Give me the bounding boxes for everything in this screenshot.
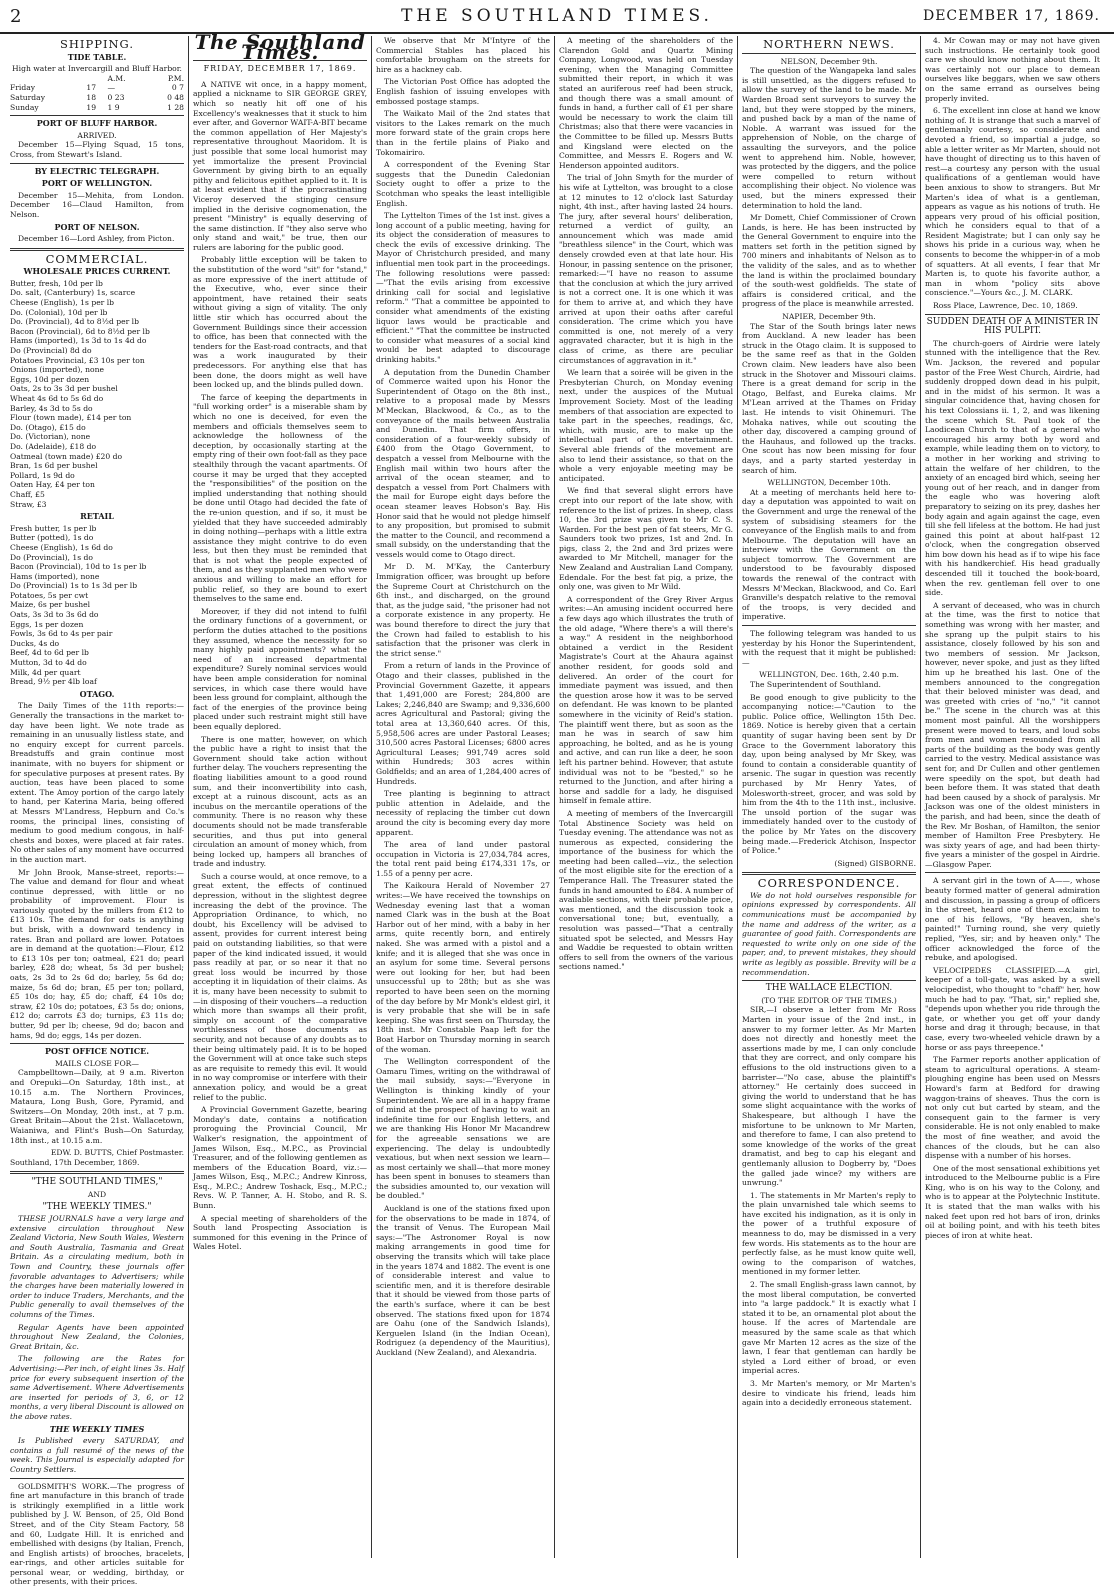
tide-pm: 0 7 xyxy=(171,83,184,93)
letter-paragraph: 2. The small English-grass lawn cannot, by the most liberal computation, be converted into "a large paddock." It is exactly what I stated it to be, an ornamental plot about the house. If the acres of Martendale are measured by the same scale as that which gave Mr Marten 12 acres as the size of the lawn, I fear that gentleman can hardly be styled a Lord either of broad, or even imperial acres. xyxy=(742,1280,916,1376)
news-paragraph: The Wellington correspondent of the Oamaru Times, writing on the withdrawal of the mail subsidy, says:—"Everyone in Wellington is thinking kindly of your Superintendent. We are all in a happy frame of mind at the prospect of having to wait an indefinite time for our English letters, and we are thanking His Honor Mr Macandrew for the agreeable sensations we are experiencing. The delay is undoubtedly vexatious, but when next session we learn—as most certainly we shall—that more money has been spent in bonuses to steamers than the subsidies amounted to, our vexation will be doubled." xyxy=(376,1057,550,1201)
news-paragraph: The area of land under pastoral occupation in Victoria is 27,034,784 acres, the total rent paid being £174,331 17s, or 1.55 of a penny per acre. xyxy=(376,840,550,878)
news-paragraph: The Victorian Post Office has adopted the English fashion of issuing envelopes with embossed postage stamps. xyxy=(376,77,550,106)
letter-paragraph: SIR,—I observe a letter from Mr Ross Marten in your issue of the 2nd inst., in answer to my former letter. As Mr Marten does not directly and honestly meet the assertions made by me, I can only conclude that they are correct, and only compare his effusions to the old instructions given to a barrister—"No case, abuse the plaintiff's attorney." He certainly does succeed in giving the world to understand that he has some slight acquaintance with the works of Shakespeare, but although I have the misfortune to be unknown to Mr Marten, and therefore to fame, I can also pretend to some knowledge of the works of the great dramatist, and beg to cap his elegant and gentlemanly allusion to Dogberry by, "Does the galled jade wince? my withers are unwrung." xyxy=(742,1005,916,1188)
telegram-intro: The following telegram was handed to us yesterday by his Honor the Superintendent, with the request that it might be published:— xyxy=(742,629,916,667)
tide-day: Sunday xyxy=(10,102,39,112)
price-line: Ducks, 4s do xyxy=(10,638,60,648)
correspondence-heading: CORRESPONDENCE. xyxy=(757,876,901,891)
nelson-text: December 16—Lord Ashley, from Picton. xyxy=(18,234,175,244)
weekly-text: Is Published every SATURDAY, and contains a full resumé of the news of the week. This Journal is especially adapted for Country Settlers. xyxy=(10,1436,184,1474)
divider xyxy=(10,115,184,116)
divider xyxy=(742,872,916,875)
news-paragraph: A meeting of the shareholders of the Clarendon Gold and Quartz Mining Company, Longwood, was held on Tuesday evening, when the Managing Committee submitted their report, in which it was stated an auriferous reef had been struck, and though there was a small amount of funds in hand, a further call of £1 per share would be necessary to work the claim till Christmas; also that there were vacancies in the Committee to be filled up. Messrs Butts and Kingsland were elected on the Committee, and Messrs E. Rogers and W. Henderson appointed auditors. xyxy=(559,36,733,170)
tide-note: High water at Invercargill and Bluff Harbor. xyxy=(12,64,182,74)
tide-day: Saturday xyxy=(10,92,45,102)
shipping-heading: SHIPPING. xyxy=(60,37,134,51)
telegram-text: Be good enough to give publicity to the accompanying notice:—"Caution to the public. Police office, Wellington 15th Dec. 1869. Notice is hereby given that a certain quantity of sugar having been sent by Dr Grace to the Government laboratory this day, upon being analysed by Mr Skey, was found to contain a considerable quantity of arsenic. The sugar in question was recently purchased by Mr Henry Yates, of Molesworth-street, grocer, and was sold by him from the 4th to the 11th inst., inclusive. The unsold portion of the sugar was immediately handed over to the custody of the police by Mr Yates on the discovery being made.—Frederick Atchison, Inspector of Police." xyxy=(742,692,916,856)
price-line: Butter (potted), 1s do xyxy=(10,533,94,543)
price-line: Cheese (English), 1s per lb xyxy=(10,298,115,308)
editorial-paragraph: There is one matter, however, on which the public have a right to insist that the Government should take action without further delay. The vouchers representing the floating liabilities amount to a good round sum, and their inconvertibility into cash, except at a ruinous discount, acts as an incubus on the mercantile operations of the community. There is no reason why these documents should not be made transferable securities, and thus put into general circulation an amount of money which, from being locked up, hampers all branches of trade and industry. xyxy=(193,734,367,869)
divider xyxy=(10,1478,184,1479)
wholesale-list xyxy=(10,279,184,509)
telegram-recipient: The Superintendent of Southland. xyxy=(750,680,881,689)
page-number: 2 xyxy=(10,6,22,27)
price-line: Onions (imported), none xyxy=(10,365,105,375)
ad-text: THESE JOURNALS have a very large and extensive circulation throughout New Zealand Victoria, New South Wales, Western and South Australia, Tasmania and Great Britain. As a circulating medium, both in Town and Country, these journals offer favorable advantages to Advertisers; while the charges have been materially lowered in order to induce Traders, Merchants, and the Public generally to avail themselves of the columns of the Times. xyxy=(10,1214,184,1320)
news-paragraph: A deputation from the Dunedin Chamber of Commerce waited upon his Honor the Superintendent of Otago on the 8th inst., relative to a proposal made by Messrs M'Meckan, Blackwood, & Co., as to the conveyance of the mails between Australia and Dunedin. That firm offers, in consideration of a four-weekly subsidy of £400 from the Otago Government, to despatch a vessel from Melbourne with the English mail within two hours after the arrival of the ocean steamer, and to despatch a vessel from Port Chalmers with the mail for Europe eight days before the ocean steamer leaves Hobson's Bay. His Honor said that he would not pledge himself to any proposition, but promised to submit the matter to the Council, and recommend a small subsidy, on the understanding that the vessels would come to Otago direct. xyxy=(376,367,550,559)
price-line: Mutton, 3d to 4d do xyxy=(10,658,87,668)
divider xyxy=(10,1043,184,1044)
tide-table xyxy=(10,74,184,112)
price-line: Fresh butter, 1s per lb xyxy=(10,523,97,533)
editorial-paragraph: The farce of keeping the departments in "full working order" is a miserable sham by which no one is deceived, for even the members and officials themselves seem to acknowledge the hollowness of the deception, by occasionally starting at the empty ring of their own foot-fall as they pace stealthily through the vacant apartments. Of course it may be urged that they accepted the "responsibilities" of the position on the implied understanding that nothing should be done until Otago had decided the fate of the re-union question, and if so, it must be yielded that they have succeeded admirably in doing nothing—perhaps with a little extra assistance they might contrive to do even less, but then they must be reminded that that is not what the people expected of them, and as they supplanted men who were anxious and willing to make an effort for public relief, so they are bound to exert themselves to the same end. xyxy=(193,392,367,604)
tide-row xyxy=(10,93,184,103)
price-line: Oaten Hay, £4 per ton xyxy=(10,480,95,490)
news-paragraph: A special meeting of shareholders of the South land Prospecting Association is summoned for this evening in the Prince of Wales Hotel. xyxy=(193,1213,367,1252)
tide-pm: 0 48 xyxy=(167,92,184,102)
tide-am: 1 9 xyxy=(107,102,120,112)
price-line: Potatoes Provincial, £3 10s per ton xyxy=(10,355,145,365)
news-paragraph: The Kaikoura Herald of November 27 writes:—We have received the townships on Wednesday evening last that a woman named Clark was in the bush at the Boat Harbor out of her mind, with a baby in her arms, quite recently born, and entirely naked. She was armed with a pistol and a knife; and it is alleged that she was once in an asylum for some time. Several persons were out looking for her, but had been unsuccessful up to 28th; but as she was reported to have been seen on the morning of the day before by Mr Monk's eldest girl, it is very probable that she will be in safe keeping. She was first seen on Thursday, the 18th inst. Mr Constable Paap left for the Boat Harbor on Thursday morning in search of the woman. xyxy=(376,881,550,1054)
divider xyxy=(742,625,916,626)
wellington-heading: PORT OF WELLINGTON. xyxy=(41,178,153,189)
news-paragraph: At a meeting of merchants held here to-day a deputation was appointed to wait on the Government and urge the renewal of the system of subsidising steamers for the conveyance of the English mails to and from Melbourne. The deputation will have an interview with the Government on the subject tomorrow. The Government are understood to be favourably disposed towards the renewal of the contract with Messrs M'Meckan, Blackwood, and Co. Earl Granville's despatch relative to the removal of the troops, is very decided and imperative. xyxy=(742,487,916,622)
price-line: Do (Provincial) 1s to 1s 3d per lb xyxy=(10,581,138,591)
price-line: Flour (town made), £14 per ton xyxy=(10,413,132,423)
news-paragraph: The Star of the South brings later news from Auckland. A new leader has been struck in the Otago claim. It is supposed to be the same reef as that in the Golden Crown claim. New leaders have also been struck in the Shotover and Missouri claims. There is a great demand for scrip in the Otago, Belfast, and Eureka claims. Mr M'Lean arrived at the Thames on Friday last. He intends to visit Ohinemuri. The Mohaka natives, while out scouting the other day, discovered a camping ground of the Hauhaus, and followed up the tracks. One scout has now been missing for four days, and a party started yesterday in search of him. xyxy=(742,321,916,475)
wholesale-heading: WHOLESALE PRICES CURRENT. xyxy=(23,266,171,277)
columns xyxy=(6,30,1108,1587)
divider xyxy=(10,248,184,251)
commercial-heading: COMMERCIAL. xyxy=(45,251,149,266)
retail-heading: RETAIL xyxy=(80,511,114,522)
divider xyxy=(742,53,916,54)
price-line: Fowls, 3s 6d to 4s per pair xyxy=(10,629,113,639)
tide-heading: TIDE TABLE. xyxy=(67,51,127,62)
correspondence-note: We do not hold ourselves responsible for opinions expressed by correspondents. All communications must be accompanied by the name and address of the writer, as a guarantee of good faith. Correspondents are requested to write only on one side of the paper, and, to prevent mistakes, they should write as legibly as possible. Brevity will be a recommendation. xyxy=(742,890,916,977)
news-paragraph: One of the most sensational exhibitions yet introduced to the Melbourne public is a Fire King, who is on his way to the Colony, and who is to appear at the Polytechnic Institute. It is stated that the man walks with his naked feet upon red hot bars of iron, drinks oil at boiling point, and with his teeth bites pieces of iron at white heat. xyxy=(925,1163,1100,1240)
price-line: Bread, 9½ per 4lb loaf xyxy=(10,677,97,687)
wellington-text: December 15—Mehita, from London. December 16—Claud Hamilton, from Nelson. xyxy=(10,190,184,219)
weekly-heading: THE WEEKLY TIMES xyxy=(49,1423,145,1434)
northern-news-heading: NORTHERN NEWS. xyxy=(763,37,895,51)
post-signature: EDW. D. BUTTS, Chief Postmaster. xyxy=(50,1148,184,1158)
bluff-arrived: ARRIVED. xyxy=(77,130,117,140)
price-line: Pollard, 1s 9d do xyxy=(10,470,75,480)
wallace-sub: (TO THE EDITOR OF THE TIMES.) xyxy=(761,995,897,1005)
price-line: Potatoes, 5s per cwt xyxy=(10,590,89,600)
news-paragraph: The trial of John Smyth for the murder of his wife at Lyttelton, was brought to a close at 12 minutes to 12 o'clock last Saturday night, 4th inst., after having lasted 24 hours. The jury, after several hours' deliberation, returned a verdict of guilty, an announcement which was made amid "breathless silence" in the Court, which was densely crowded even at that late hour. His Honour, in passing sentence on the prisoner, remarked:—"I have no reason to assume that the conclusion at which the jury arrived is not a correct one. It is one which it was for them to arrive at, and which they have arrived at upon their oaths after careful consideration. The crime which you have committed is one, not merely of a very aggravated character, but it is high in the class of crime, as there are peculiar circumstances of aggravation in it." xyxy=(559,173,733,365)
news-paragraph: A correspondent of the Grey River Argus writes:—An amusing incident occurred here a few days ago which illustrates the truth of the old adage, "Where there's a will there's a way." A resident in the neighborhood obtained a verdict in the Resident Magistrate's Court at the Ahaura against another resident, for goods sold and delivered. An order of the court for immediate payment was issued, and then the question arose how it was to be served on defendant. He was known to be planted somewhere in the vicinity of Reid's station. The plaintiff went there, but as soon as the man he was in search of saw him approaching, he bolted, and as he is young and active, and can run like a deer, he soon left his partner behind. However, that astute individual was not to be "bested," so he returned to the Junction, and after hiring a horse and saddle for a lady, he disguised himself in female attire. xyxy=(559,594,733,806)
bluff-text: December 15—Flying Squad, 15 tons, Cross, from Stewart's Island. xyxy=(10,140,184,159)
tide-header-row: A.M. P.M. xyxy=(107,73,184,83)
tide-date: 17 xyxy=(86,83,97,93)
tide-am: 0 23 xyxy=(107,92,125,102)
post-sub: MAILS CLOSE FOR— xyxy=(55,1058,139,1068)
ad-title-1: "THE SOUTHLAND TIMES," xyxy=(31,1177,163,1188)
napier-dateline: NAPIER, December 9th. xyxy=(782,312,876,322)
news-paragraph: The Waikato Mail of the 2nd states that visitors to the Lakes remark on the much more forward state of the grain crops here than in the fertile plains of Piako and Tokomairiro. xyxy=(376,109,550,157)
price-line: Cheese (English), 1s 6d do xyxy=(10,542,113,552)
price-line: Do. (Provincial), 4d to 8½d per lb xyxy=(10,317,139,327)
tide-row xyxy=(10,103,184,113)
news-paragraph: VELOCIPEDES CLASSIFIED.—A girl, keeper of a toll-gate, was asked by a swell velocipedist, who thought to "chaff" her, how much he had to pay. "That, sir," replied she, "depends upon whether you ride through the gate, or whether you get off your dandy horse and drag it through; because, in that case, every two-wheeled vehicle drawn by a horse or ass pays threepence." xyxy=(925,965,1100,1052)
telegram-dateline: WELLINGTON, Dec. 16th, 2.40 p.m. xyxy=(759,670,899,680)
letter-paragraph: 1. The statements in Mr Marten's reply to the plain unvarnished tale which seems to have excited his indignation, as it is only in the power of a truthful exposure of meanness to do, may be dismissed in a very few words. His statements as to the hour are perfectly false, as he must know quite well, owing to the comparison of watches, mentioned in my former letter. xyxy=(742,1190,916,1277)
tide-am: — xyxy=(107,83,116,93)
news-paragraph: The church-goers of Airdrie were lately stunned with the intelligence that the Rev. Wm. Jackson, the revered and popular pastor of the Free West Church, Airdrie, had suddenly dropped down dead in his pulpit, and in the midst of his sermon. It was a singular coincidence that, having chosen for his text Colossians ii. 1, 2, and was likening the scene which St. Paul took of the Laodicean Church to that of a general who encouraged his army both by word and example, while leading them on to victory, to a mother in her working and striving to attain the welfare of her children, to the anxiety of an encaged bird which, seeing her young out of her reach, and in danger from the eagle who was hovering aloft preparatory to seizing on its prey, dashes her body again and again against the cage, even till she fell lifeless at the bottom. He had just gained this point at about half-past 12 o'clock, when the congregation observed him bow down his head as if to wipe his face with his handkerchief. His head gradually descended till it touched the book-board, when the rev. gentleman fell over to one side. xyxy=(925,338,1100,598)
telegraph-heading: BY ELECTRIC TELEGRAPH. xyxy=(34,165,160,176)
column-6 xyxy=(921,36,1104,1558)
price-line: Hams (imported), none xyxy=(10,571,100,581)
news-paragraph: Tree planting is beginning to attract public attention in Adelaide, and the necessity of replacing the timber cut down around the city is becoming every day more apparent. xyxy=(376,789,550,837)
ad-text-2: Regular Agents have been appointed throughout New Zealand, the Colonies, Great Britain, &c. xyxy=(10,1322,184,1351)
editorial-paragraph: A NATIVE wit once, in a happy moment, applied a nickname to SIR GEORGE GREY, which so neatly hit off one of his Excellency's weaknesses that it stuck to him ever after, and Governor WAIT-A-BIT became the common appellation of Her Majesty's representative throughout Maoridom. It is just possible that some local humorist may yet immortalize the present Provincial Government by giving birth to an equally pithy and felicitous epithet applied to it. It is at least evident that if the procrastinating Viceroy deserved the stinging censure implied in the derisive cognomenation, the present "Ministry" is equally deserving of the same distinction. If "they also serve who only stand and wait," be true, then our rulers are laboring for the public good. xyxy=(193,79,367,252)
divider xyxy=(10,163,184,164)
tide-row xyxy=(10,83,184,93)
news-paragraph: Auckland is one of the stations fixed upon for the observations to be made in 1874, of the transit of Venus. The European Mail says:—"The Astronomer Royal is now making arrangements in good time for observing the transits which will take place in the years 1874 and 1882. The event is one of considerable interest and value to scientific men, and it is therefore desirable that it should be viewed from those parts of the earth's surface, where it can be best observed. The stations fixed upon for 1874 are Oahu (one of the Sandwich Islands), Kerguelen Island (in the Indian Ocean), Rodriguez (a dependency of the Mauritius), Auckland (New Zealand), and Alexandria. xyxy=(376,1204,550,1357)
divider xyxy=(10,1171,184,1174)
column-2 xyxy=(189,30,372,1558)
news-paragraph: A servant girl in the town of A——, whose beauty formed matter of general admiration and discussion, in passing a group of officers in the street, heard one of them exclaim to one of his fellows, "By heaven, she's painted!" Turning round, she very quietly replied, "Yes, sir; and by heaven only." The officer acknowledged the force of the rebuke, and apologised. xyxy=(925,876,1100,963)
price-line: Maize, 6s per bushel xyxy=(10,600,91,610)
bluff-heading: PORT OF BLUFF HARBOR. xyxy=(36,118,158,129)
tide-day: Friday xyxy=(10,83,36,93)
news-paragraph: From a return of lands in the Province of Otago and their classes, published in the Provincial Government Gazette, it appears that 1,491,000 are Forest; 284,800 are Lakes; 2,246,840 are Swamp; and 9,336,600 acres Agricultural and Pastoral; giving the total area at 13,360,640 acres. Of this, 5,958,506 acres are under Pastoral Leases; 310,500 acres Pastoral Licenses; 6800 acres Agricultural Leases; 991,749 acres sold within Hundreds; 303 acres within Goldfields; and an area of 1,284,400 acres of Hundreds. xyxy=(376,661,550,786)
sudden-death-heading: SUDDEN DEATH OF A MINISTER IN HIS PULPIT. xyxy=(926,316,1099,337)
tide-date: 18 xyxy=(86,92,97,102)
ad-title-2: "THE WEEKLY TIMES." xyxy=(42,1201,152,1212)
otago-text-2: Mr John Brook, Manse-street, reports:—The value and demand for flour and wheat continue depressed, with little or no probability of improvement. Flour is variously quoted by the millers from £12 to £13 10s. The demand for oats is anything but brisk, with a downward tendency in rates. Bran and pollard are lower. Potatoes are in demand at the quotation:—Flour, £12 to £13 10s per ton; oatmeal, £21 do; pearl barley, £28 do; wheat, 5s 3d per bushel; oats, 2s 3d to 2s 6d do; barley, 5s 6d do; maize, 5s 6d do; bran, £5 per ton; pollard, £5 10s do; hay, £5 do; chaff, £4 10s do; straw, £2 10s do; potatoes, £3 5s do; onions, £12 do; carrots £3 do; turnips, £3 11s do; butter, 9d per lb; cheese, 9d do; bacon and hams, 9d do; eggs, 14s per dozen. xyxy=(10,867,184,1040)
price-line: Bacon (Provincial), 10d to 1s per lb xyxy=(10,562,147,572)
nelson-heading: PORT OF NELSON. xyxy=(54,221,140,232)
price-line: Oats, 2s to 3s 3d per bushel xyxy=(10,384,118,394)
price-line: Straw, £3 xyxy=(10,499,47,509)
tide-pm: 1 28 xyxy=(167,102,184,112)
price-line: Milk, 4d per quart xyxy=(10,667,81,677)
telegram-signature: (Signed) GISBORNE. xyxy=(834,858,916,868)
price-line: Do (Provincial), 1s do xyxy=(10,552,93,562)
editorial-paragraph: Moreover, if they did not intend to fulfil the ordinary functions of a government, or perform the duties attached to the positions they assumed, whence the necessity for so many highly paid appointments? what the need of an increased departmental expenditure? Surely nominal services would have been ample consideration for nominal services, in which case there would have been less ground for complaint, although the fact of the energies of the province being placed under such restraint might still have been equally deplored. xyxy=(193,606,367,731)
price-line: Do. (Victorian), none xyxy=(10,432,91,442)
price-line: Eggs, 10d per dozen xyxy=(10,374,90,384)
price-line: Do. (Colonial), 10d per lb xyxy=(10,307,108,317)
issue-date: DECEMBER 17, 1869. xyxy=(922,8,1100,24)
ad-text-3: The following are the Rates for Advertising:—Per inch, of eight lines 3s. Half price for every subsequent insertion of the same Advertisement. Where Advertisements are inserted for periods of 3, 6, or 12 months, a very liberal Discount is allowed on the above rates. xyxy=(10,1354,184,1421)
divider xyxy=(742,980,916,981)
price-line: Do. (Adelaide), £18 do xyxy=(10,441,97,451)
news-paragraph: The Lyttelton Times of the 1st inst. gives a long account of a public meeting, having for its object the consideration of measures to check the evils of excessive drinking. The Mayor of Christchurch presided, and many influential men took part in the proceedings. The following resolutions were passed:—"That the evils arising from excessive drinking call for social and legislative reform." "That a committee be appointed to consider what amendments of the existing liquor laws would be practicable and efficient." "That the committee be instructed to consider what measures of a social kind would be best adapted to discourage drinking habits." xyxy=(376,211,550,364)
price-line: Chaff, £5 xyxy=(10,489,45,499)
paper-nameplate: The Southland Times. xyxy=(194,30,366,64)
price-line: Beef, 4d to 6d per lb xyxy=(10,648,89,658)
price-line: Do. salt, (Canterbury) 1s, scarce xyxy=(10,288,136,298)
ad-and: AND xyxy=(87,1189,107,1199)
paper-title: THE SOUTHLAND TIMES. xyxy=(401,6,713,26)
wellington-dateline: WELLINGTON, December 10th. xyxy=(767,478,891,488)
price-line: Oatmeal (town made) £20 do xyxy=(10,451,123,461)
price-line: Barley, 4s 3d to 5s do xyxy=(10,403,93,413)
tide-date: 19 xyxy=(86,102,97,112)
otago-text: The Daily Times of the 11th reports:—Generally the transactions in the market to-day have been light. We note trade as remaining in an unusually listless state, and no enquiry except for current parcels. Breadstuffs and grain continue most inanimate, with no buyers for shipment or for speculative purposes at present rates. By auction, teas have been placed to some extent. The Amoy portion of the cargo lately to hand, per Katerina Maria, being offered at Messrs M'Landress, Hepburn and Co.'s rooms, the principal lines, consisting of medium to good medium congous, in half-chests and boxes, were placed at fair rates. No other sales of any moment have occurred in the auction mart. xyxy=(10,701,184,864)
nelson-dateline: NELSON, December 9th. xyxy=(780,56,878,66)
news-paragraph: A servant of deceased, who was in church at the time, was the first to notice that something was wrong with her master, and she sprang up the pulpit stairs to his assistance, closely followed by his son and two members of session. Mr Jackson, however, never spoke, and just as they lifted him up he breathed his last. One of the members announced to the congregation that their beloved minister was dead, and was greeted with cries of "no," "it cannot be." The scene in the church was at this moment most painful. All the worshippers present were moved to tears, and loud sobs from men and women resounded from all parts of the building as the body was gently carried to the vestry. Medical assistance was sent for, and Dr Cullen and other gentlemen were speedily on the spot, but death had been before them. It was stated that death had been caused by a shock of paralysis. Mr Jackson was one of the oldest ministers in the parish, and had been, since the death of the Rev. Mr Boshan, of Hamilton, the senior member of Hamilton Free Presbytery. He was sixty years of age, and had been thirty-five years a minister of the gospel in Airdrie.—Glasgow Paper. xyxy=(925,600,1100,869)
goldsmith-text: GOLDSMITH'S WORK.—The progress of fine art manufacture in this branch of trade is strikingly exemplified in a little work published by J. W. Benson, of 25, Old Bond Street, and of the City Steam Factory, 58 and 60, Ludgate Hill. It is enriched and embellished with designs (by Italian, French, and English artists) of brooches, bracelets, ear-rings, and other articles suitable for personal wear, or wedding, birthday, or other presents, with their prices. xyxy=(10,1481,184,1587)
divider xyxy=(925,314,1100,315)
editorial-paragraph: Probably little exception will be taken to the substitution of the word "sit" for "stand," as more expressive of the inert attitude of the Executive, who, ever since their appointment, have retained their seats without giving a sign of vitality. The only little stir which has occurred about the Government Buildings since their accession to office, has been that connected with the tenders for the East-road contracts, and that was a work inaugurated by their predecessors. For anything else that has been done, the doors might as well have been locked up, and the blinds pulled down. xyxy=(193,255,367,390)
post-date: Southland, 17th December, 1869. xyxy=(10,1157,140,1167)
editorial-dateline: FRIDAY, DECEMBER 17, 1869. xyxy=(203,64,357,74)
price-line: Bran, 1s 6d per bushel xyxy=(10,461,98,471)
letter-address: Ross Place, Lawrence, Dec. 10, 1869. xyxy=(933,301,1078,311)
retail-list xyxy=(10,524,184,687)
price-line: Eggs, 1s per dozen xyxy=(10,619,84,629)
post-text: Campbelltown—Daily, at 9 a.m. Riverton and Orepuki—On Saturday, 18th inst., at 10.15 a.m. The Northern Provinces, Mataura, Long Bush, Gore, Pyramid, and Switzers—On Monday, 20th inst., at 7 p.m. Great Britain—About the 21st. Wallacetown, Waianiwa, and Flint's Bush—On Saturday, 18th inst., at 10.15 a.m. xyxy=(10,1068,184,1145)
post-heading: POST OFFICE NOTICE. xyxy=(44,1046,150,1057)
wallace-heading: THE WALLACE ELECTION. xyxy=(765,983,893,994)
price-line: Butter, fresh, 10d per lb xyxy=(10,278,103,288)
column-4 xyxy=(555,36,738,1558)
letter-paragraph: 6. The excellent inn close at hand we know nothing of. It is strange that such a marvel of gentlemanly courtesy, so considerate and devoted a friend, so impartial a judge, so able a letter writer as Mr Marten, should not have thought of directing us to this haven of rest—a courtesy any person with the usual qualifications of a gentleman would have been anxious to show to strangers. But Mr Marten's idea of what is a gentleman, appears as vague as his notions of truth. He appears very proud of his official position, which he considers equal to that of a Resident Magistrate; but I can only say he shows his pride in a curious way, when he consents to become the whipper-in of a mob of squatters. At all events, I fear that Mr Marten is, to quote his favorite author, a man in whom "policy sits above conscience."—Yours &c., J. M. CLARK. xyxy=(925,106,1100,298)
masthead xyxy=(0,0,1114,34)
news-paragraph: A correspondent of the Evening Star suggests that the Dunedin Caledonian Society ought to offer a prize to the Scotchman who speaks the least intelligible English. xyxy=(376,160,550,208)
otago-heading: OTAGO. xyxy=(79,688,115,699)
news-paragraph: A meeting of members of the Invercargill Total Abstinence Society was held on Tuesday evening. The attendance was not as numerous as expected, considering the importance of the business for which the meeting had been called—viz., the selection of the most eligible site for the erection of a Temperance Hall. The Treasurer stated the funds in hand amounted to £84. A number of available sections, with their probable price, was mentioned, and the discussion took a conversational tone; but, eventually, a resolution was passed—"That a centrally situated spot be selected, and Messrs Hay and Waddie be requested to obtain written offers to sell from the owners of the various sections named." xyxy=(559,808,733,972)
news-paragraph: A Provincial Government Gazette, bearing Monday's date, contains a notification proroguing the Provincial Council, Mr Walker's resignation, the appointment of James Wilson, Esq., M.P.C., as Provincial Treasurer, and of the following gentlemen as members of the Education Board, viz.:—James Wilson, Esq., M.P.C.; Andrew Kinross, Esq., M.P.C.; Andrew Toshack, Esq., M.P.C.; Revs. W. P. Tanner, A. H. Stobo, and R. S. Bunn. xyxy=(193,1105,367,1211)
news-paragraph: Mr Domett, Chief Commissioner of Crown Lands, is here. He has been instructed by the General Government to enquire into the matters set forth in the petition signed by 700 miners and inhabitants of Nelson as to the validity of the sales, and as to whether the land is within the proclaimed boundary of the south-west goldfields. The state of affairs is considered critical, and the progress of the place is meanwhile arrested. xyxy=(742,213,916,309)
price-line: Do (Provincial) 8d do xyxy=(10,346,92,356)
price-line: Wheat 4s 6d to 5s 6d do xyxy=(10,394,104,403)
letter-paragraph: 4. Mr Cowan may or may not have given such instructions. He certainly took good care we should know nothing about them. It was certainly not our place to demean ourselves like beggars, when we saw others on the same errand as ourselves being properly invited. xyxy=(925,36,1100,103)
column-3 xyxy=(372,36,555,1558)
news-paragraph: We observe that Mr M'Intyre of the Commercial Stables has placed his comfortable brougham on the streets for hire as a hackney cab. xyxy=(376,36,550,74)
editorial-paragraph: Such a course would, at once remove, to a great extent, the effects of continued depression, without in the slightest degree increasing the debt of the province. The Appropriation Ordinance, to which, no doubt, his Excellency will be advised to assent, provides for current interest being paid on outstanding liabilities, so that were paper of the kind indicated issued, it would pass readily at par, or so near it that no great loss would be incurred by those accepting it in liquidation of their claims. As it is, many have been necessity to submit to—in disposing of their vouchers—a reduction which more than swamps all their profit, simply on account of the comparative worthlessness of those documents as security, and not because of any doubts as to their being ultimately paid. It is to be hoped the Government will at once take such steps as are requisite to remedy this evil. It would in no way compromise or interfere with their annexation policy, and would be a great relief to the public. xyxy=(193,871,367,1102)
news-paragraph: The Farmer reports another application of steam to agricultural operations. A steam-ploughing engine has been used on Messrs Howard's farm at Bedford for drawing waggon-trains of sheaves. Thus the corn is not only cut but carted by steam, and the consequent gain to the farmer is very considerable. He is not only enabled to make the most of fine weather, and avoid the chances of the clouds, but he can also dispense with a number of his horses. xyxy=(925,1055,1100,1161)
column-5 xyxy=(738,36,921,1558)
price-line: Do. (Otago), £15 do xyxy=(10,422,86,432)
price-line: Oats, 3s 3d to 3s 6d do xyxy=(10,610,99,620)
news-paragraph: Mr D. M. M'Kay, the Canterbury Immigration officer, was brought up before the Supreme Court at Christchurch on the 6th inst., and discharged, on the ground that, as the judge said, "the prisoner had not a corporate existence in any property. He was bound therefore to direct the jury that the Crown had failed to establish to his satisfaction that the prisoner was clerk in the strict sense." xyxy=(376,562,550,658)
news-paragraph: We find that several slight errors have crept into our report of the late show, with reference to the list of prizes. In sheep, class 10, the 3rd prize was given to Mr C. S. Warden. For the best pen of fat steers, Mr G. Saunders took two prizes, 1st and 2nd. In pigs, class 2, the 2nd and 3rd prizes were awarded to Mr Mitchell, manager for the New Zealand and Australian Land Company, Edendale. For the best fat pig, a prize, the only one, was given to Mr Wild. xyxy=(559,486,733,592)
divider xyxy=(925,872,1100,873)
column-1 xyxy=(6,36,189,1587)
price-line: Hams (imported), 1s 3d to 1s 4d do xyxy=(10,336,147,346)
news-paragraph: We learn that a soirée will be given in the Presbyterian Church, on Monday evening next, under the auspices of the Mutual Improvement Society. Most of the leading members of that association are expected to take part in the speeches, readings, &c, which, with music, are to make up the intellectual part of the entertainment. Several able friends of the movement are also to lend their assistance, so that on the whole a very enjoyable meeting may be anticipated. xyxy=(559,368,733,483)
news-paragraph: The question of the Wangapeka land sales is still unsettled, as the diggers refused to allow the survey of the land to be made. Mr Warden Broad sent surveyors to survey the land, but they were stopped by the miners, and pushed back by a man of the name of Noble. A warrant was issued for the apprehension of Noble, on the charge of assaulting the surveyors, and the police went to apprehend him. Noble, however, was protected by the diggers, and the police were compelled to return without accomplishing their object. No violence was used, but the miners expressed their determination to hold the land. xyxy=(742,66,916,210)
price-line: Bacon (Provincial), 6d to 8½d per lb xyxy=(10,326,150,336)
letter-paragraph: 3. Mr Marten's memory, or Mr Marten's desire to vindicate his friend, leads him again into a decidedly erroneous statement. xyxy=(742,1378,916,1408)
